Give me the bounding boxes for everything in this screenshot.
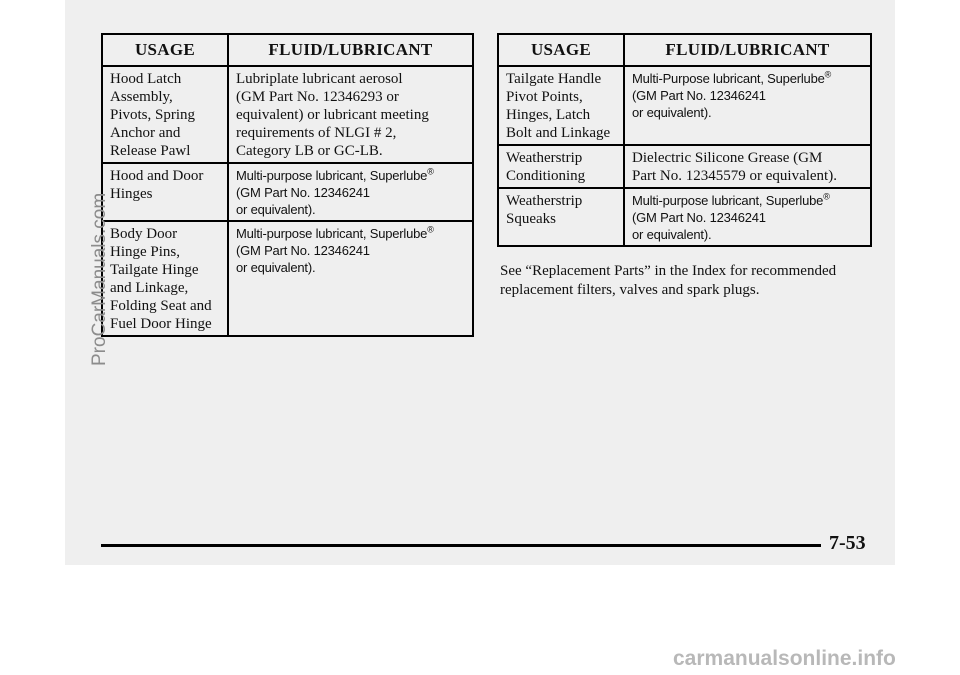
table-row	[498, 188, 871, 246]
replacement-parts-note: See “Replacement Parts” in the Index for recommended replacement filters, valves and spark plugs.	[500, 263, 837, 298]
table-header-row	[102, 34, 473, 66]
usage-cell: Hood and Door Hinges	[102, 163, 228, 221]
table-row	[498, 66, 871, 145]
fluid-cell: Multi-Purpose lubricant, Superlube® (GM Part No. 12346241 or equivalent).	[624, 66, 871, 145]
fluid-lubricant-header: FLUID/LUBRICANT	[228, 34, 473, 66]
fluid-cell: Multi-purpose lubricant, Superlube® (GM Part No. 12346241 or equivalent).	[228, 163, 473, 221]
usage-cell: Tailgate Handle Pivot Points, Hinges, Latch Bolt and Linkage	[498, 66, 624, 145]
registered-mark: ®	[427, 224, 434, 235]
usage-header: USAGE	[102, 34, 228, 66]
lubricant-table-left	[101, 33, 474, 337]
site-watermark: carmanualsonline.info	[673, 647, 896, 670]
fluid-cell: Lubriplate lubricant aerosol (GM Part No. 12346293 or equivalent) or lubricant meeting requirements of NLGI # 2, Category LB or GC-LB.	[228, 66, 473, 163]
usage-cell: Weatherstrip Conditioning	[498, 145, 624, 188]
usage-cell: Hood Latch Assembly, Pivots, Spring Anchor and Release Pawl	[102, 66, 228, 163]
table-row	[498, 145, 871, 188]
footer-rule	[101, 544, 821, 547]
page-number: 7-53	[829, 532, 866, 554]
fluid-cell: Multi-purpose lubricant, Superlube® (GM Part No. 12346241 or equivalent).	[624, 188, 871, 246]
usage-cell: Body Door Hinge Pins, Tailgate Hinge and Linkage, Folding Seat and Fuel Door Hinge	[102, 221, 228, 336]
fluid-lubricant-header: FLUID/LUBRICANT	[624, 34, 871, 66]
usage-header: USAGE	[498, 34, 624, 66]
usage-cell: Weatherstrip Squeaks	[498, 188, 624, 246]
table-row	[102, 221, 473, 336]
watermark: ProCarManuals.com	[89, 192, 110, 366]
table-row	[102, 66, 473, 163]
registered-mark: ®	[427, 166, 434, 177]
lubricant-table-right	[497, 33, 872, 247]
table-row	[102, 163, 473, 221]
fluid-cell: Multi-purpose lubricant, Superlube® (GM Part No. 12346241 or equivalent).	[228, 221, 473, 336]
fluid-cell: Dielectric Silicone Grease (GM Part No. 12345579 or equivalent).	[624, 145, 871, 188]
table-header-row	[498, 34, 871, 66]
registered-mark: ®	[823, 191, 830, 202]
registered-mark: ®	[824, 69, 832, 80]
